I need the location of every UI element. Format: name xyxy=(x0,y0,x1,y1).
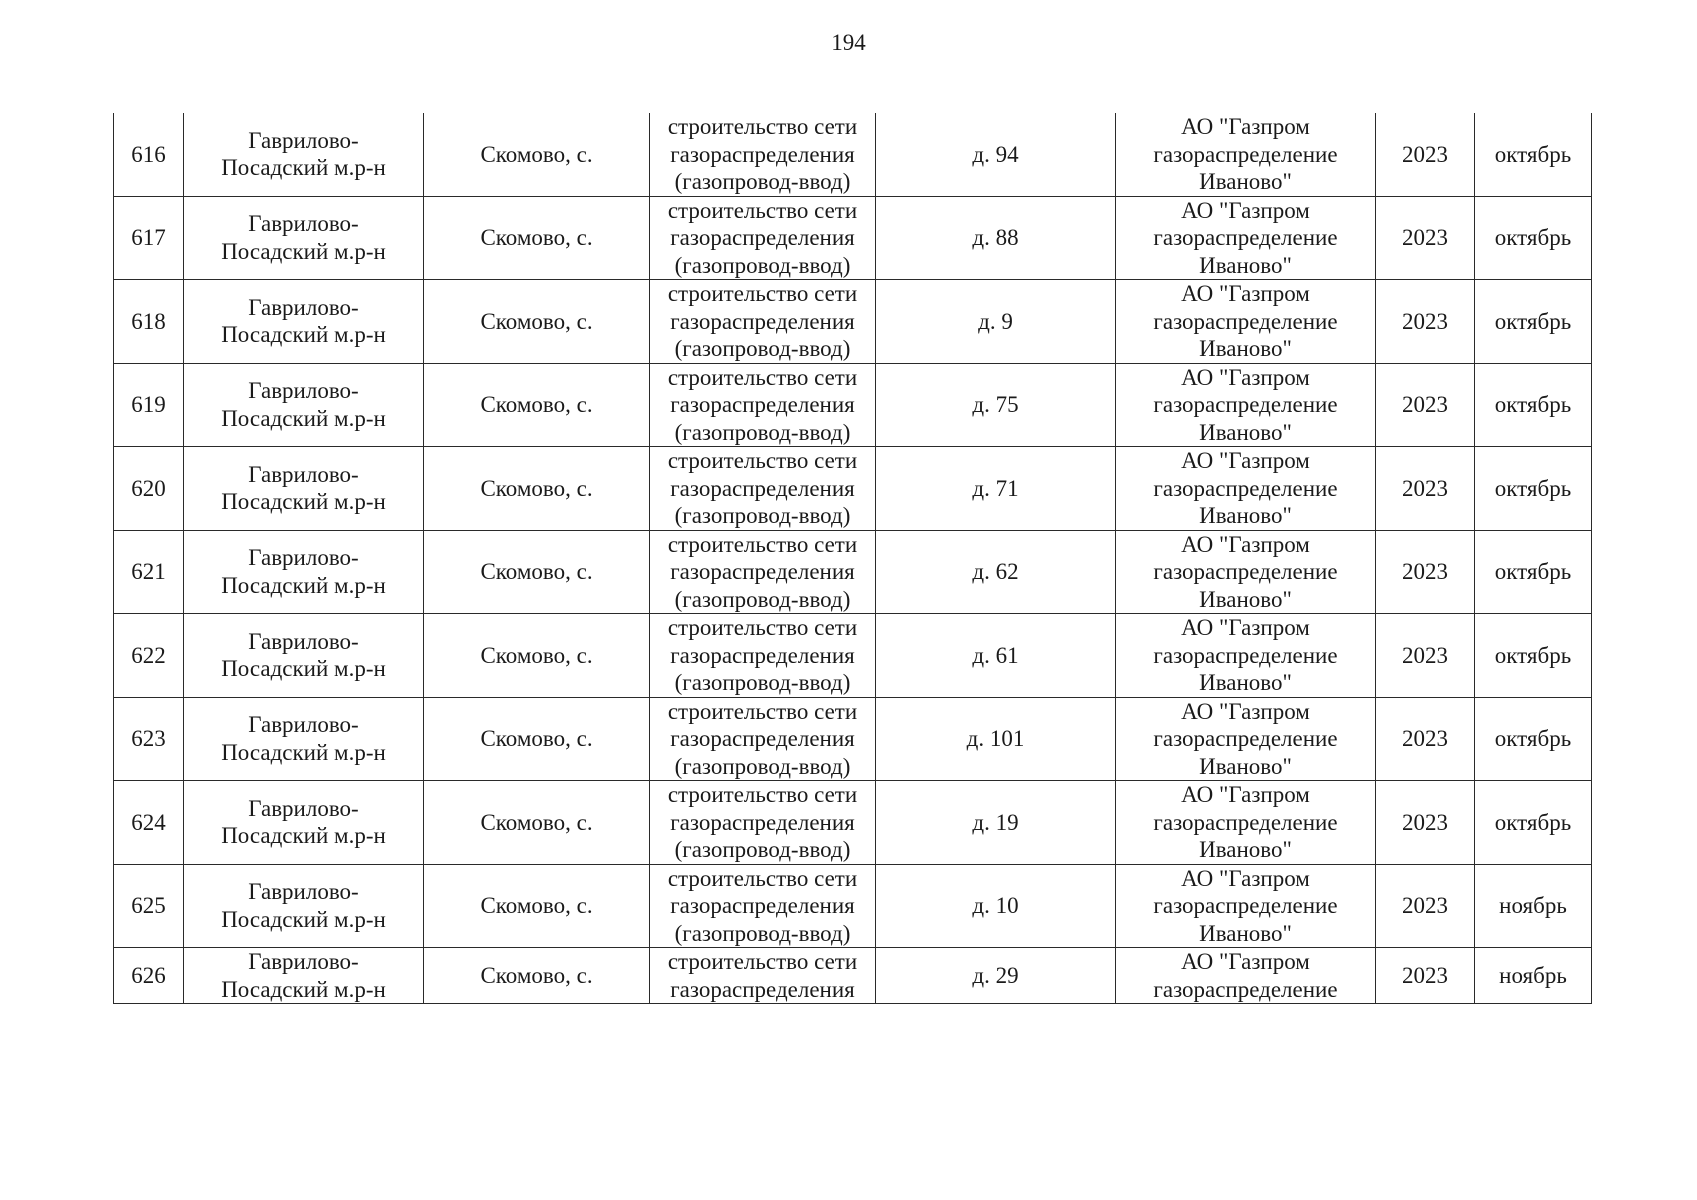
district-cell xyxy=(184,781,424,865)
construction-schedule-table xyxy=(113,113,1592,1004)
district-cell-line: Посадский м.р-н xyxy=(221,322,386,348)
row-number-cell: 625 xyxy=(114,864,184,948)
organization-cell xyxy=(1116,447,1376,531)
house-number-cell: д. 61 xyxy=(876,614,1116,698)
organization-cell-line: Иваново" xyxy=(1199,419,1292,445)
work-type-cell-line: строительство сети xyxy=(667,949,858,974)
work-type-cell-line: газораспределения xyxy=(670,893,855,918)
organization-cell xyxy=(1116,781,1376,865)
year-cell: 2023 xyxy=(1376,530,1475,614)
table-row xyxy=(114,864,1592,948)
organization-cell xyxy=(1116,530,1376,614)
work-type-cell-line: (газопровод-ввод) xyxy=(674,169,851,194)
district-cell-line: Посадский м.р-н xyxy=(221,405,386,431)
organization-cell-line: АО "Газпром xyxy=(1181,197,1310,223)
row-number-cell: 617 xyxy=(114,196,184,280)
table-row xyxy=(114,280,1592,364)
work-type-cell xyxy=(650,363,876,447)
organization-cell-line: Иваново" xyxy=(1199,670,1292,695)
house-number-cell: д. 19 xyxy=(876,781,1116,865)
organization-cell-line: газораспределение xyxy=(1153,225,1338,250)
table-row xyxy=(114,697,1592,781)
work-type-cell-line: газораспределения xyxy=(670,225,855,250)
district-cell-line: Посадский м.р-н xyxy=(221,739,386,765)
row-number-cell: 622 xyxy=(114,614,184,698)
work-type-cell-line: газораспределения xyxy=(670,392,855,417)
settlement-cell: Скомово, с. xyxy=(424,113,650,196)
work-type-cell-line: (газопровод-ввод) xyxy=(674,503,851,528)
work-type-cell xyxy=(650,864,876,948)
work-type-cell-line: строительство сети xyxy=(667,448,858,473)
work-type-cell-line: газораспределения xyxy=(670,475,855,501)
month-cell: ноябрь xyxy=(1475,864,1592,948)
year-cell: 2023 xyxy=(1376,948,1475,1004)
work-type-cell-line: (газопровод-ввод) xyxy=(674,920,851,946)
district-cell xyxy=(184,280,424,364)
settlement-cell: Скомово, с. xyxy=(424,781,650,865)
work-type-cell-line: строительство сети xyxy=(667,281,858,306)
month-cell: октябрь xyxy=(1475,363,1592,447)
page-number: 194 xyxy=(831,30,866,55)
year-cell: 2023 xyxy=(1376,196,1475,280)
table-body xyxy=(114,113,1592,1004)
row-number-cell: 620 xyxy=(114,447,184,531)
organization-cell-line: газораспределение xyxy=(1153,308,1338,334)
month-cell: октябрь xyxy=(1475,614,1592,698)
district-cell xyxy=(184,697,424,781)
organization-cell-line: АО "Газпром xyxy=(1181,114,1310,139)
work-type-cell xyxy=(650,447,876,531)
organization-cell-line: газораспределение xyxy=(1153,642,1338,668)
organization-cell-line: Иваново" xyxy=(1199,252,1292,278)
work-type-cell xyxy=(650,697,876,781)
organization-cell-line: АО "Газпром xyxy=(1181,865,1310,891)
organization-cell xyxy=(1116,113,1376,196)
work-type-cell-line: строительство сети xyxy=(667,531,858,557)
table-row xyxy=(114,363,1592,447)
work-type-cell xyxy=(650,280,876,364)
settlement-cell: Скомово, с. xyxy=(424,280,650,364)
house-number-cell: д. 71 xyxy=(876,447,1116,531)
district-cell-line: Гаврилово- xyxy=(248,294,359,320)
organization-cell xyxy=(1116,363,1376,447)
work-type-cell-line: газораспределения xyxy=(670,726,855,751)
work-type-cell-line: (газопровод-ввод) xyxy=(674,837,851,862)
work-type-cell-line: (газопровод-ввод) xyxy=(674,419,851,445)
district-cell-line: Посадский м.р-н xyxy=(221,976,386,1002)
organization-cell-line: Иваново" xyxy=(1199,169,1292,194)
year-cell: 2023 xyxy=(1376,280,1475,364)
settlement-cell: Скомово, с. xyxy=(424,530,650,614)
house-number-cell: д. 101 xyxy=(876,697,1116,781)
organization-cell-line: Иваново" xyxy=(1199,753,1292,779)
organization-cell-line: Иваново" xyxy=(1199,336,1292,361)
district-cell xyxy=(184,948,424,1004)
organization-cell-line: Иваново" xyxy=(1199,503,1292,528)
work-type-cell xyxy=(650,530,876,614)
district-cell xyxy=(184,113,424,196)
district-cell-line: Гаврилово- xyxy=(248,879,359,905)
district-cell xyxy=(184,530,424,614)
organization-cell xyxy=(1116,948,1376,1004)
month-cell: октябрь xyxy=(1475,530,1592,614)
organization-cell-line: газораспределение xyxy=(1153,809,1338,835)
district-cell-line: Посадский м.р-н xyxy=(221,238,386,264)
work-type-cell-line: (газопровод-ввод) xyxy=(674,670,851,695)
month-cell: октябрь xyxy=(1475,280,1592,364)
work-type-cell-line: газораспределения xyxy=(670,809,855,835)
district-cell-line: Посадский м.р-н xyxy=(221,823,386,849)
house-number-cell: д. 88 xyxy=(876,196,1116,280)
organization-cell-line: АО "Газпром xyxy=(1181,782,1310,807)
table-row xyxy=(114,948,1592,1004)
work-type-cell xyxy=(650,614,876,698)
row-number-cell: 616 xyxy=(114,113,184,196)
settlement-cell: Скомово, с. xyxy=(424,697,650,781)
table-row xyxy=(114,781,1592,865)
table-row xyxy=(114,113,1592,196)
month-cell: октябрь xyxy=(1475,196,1592,280)
organization-cell-line: газораспределение xyxy=(1153,475,1338,501)
month-cell: октябрь xyxy=(1475,697,1592,781)
house-number-cell: д. 29 xyxy=(876,948,1116,1004)
month-cell: октябрь xyxy=(1475,113,1592,196)
row-number-cell: 619 xyxy=(114,363,184,447)
work-type-cell-line: строительство сети xyxy=(667,197,858,223)
house-number-cell: д. 62 xyxy=(876,530,1116,614)
settlement-cell: Скомово, с. xyxy=(424,447,650,531)
district-cell-line: Посадский м.р-н xyxy=(221,572,386,598)
organization-cell xyxy=(1116,614,1376,698)
district-cell-line: Посадский м.р-н xyxy=(221,656,386,682)
work-type-cell-line: газораспределения xyxy=(670,308,855,334)
organization-cell-line: АО "Газпром xyxy=(1181,364,1310,390)
district-cell-line: Посадский м.р-н xyxy=(221,155,386,181)
organization-cell-line: АО "Газпром xyxy=(1181,531,1310,557)
year-cell: 2023 xyxy=(1376,697,1475,781)
work-type-cell xyxy=(650,781,876,865)
district-cell xyxy=(184,196,424,280)
month-cell: ноябрь xyxy=(1475,948,1592,1004)
work-type-cell-line: газораспределения xyxy=(670,642,855,668)
table-row xyxy=(114,614,1592,698)
row-number-cell: 626 xyxy=(114,948,184,1004)
year-cell: 2023 xyxy=(1376,113,1475,196)
work-type-cell-line: строительство сети xyxy=(667,114,858,139)
organization-cell-line: АО "Газпром xyxy=(1181,448,1310,473)
work-type-cell-line: газораспределения xyxy=(670,976,855,1002)
month-cell: октябрь xyxy=(1475,781,1592,865)
organization-cell-line: газораспределение xyxy=(1153,392,1338,417)
work-type-cell-line: строительство сети xyxy=(667,615,858,640)
organization-cell-line: Иваново" xyxy=(1199,920,1292,946)
district-cell-line: Гаврилово- xyxy=(248,712,359,738)
work-type-cell xyxy=(650,196,876,280)
settlement-cell: Скомово, с. xyxy=(424,363,650,447)
work-type-cell-line: (газопровод-ввод) xyxy=(674,753,851,779)
work-type-cell-line: строительство сети xyxy=(667,782,858,807)
year-cell: 2023 xyxy=(1376,363,1475,447)
work-type-cell xyxy=(650,948,876,1004)
organization-cell-line: Иваново" xyxy=(1199,586,1292,612)
district-cell-line: Посадский м.р-н xyxy=(221,489,386,515)
district-cell-line: Гаврилово- xyxy=(248,949,359,974)
district-cell-line: Гаврилово- xyxy=(248,211,359,237)
district-cell xyxy=(184,864,424,948)
work-type-cell-line: (газопровод-ввод) xyxy=(674,252,851,278)
district-cell-line: Гаврилово- xyxy=(248,628,359,654)
year-cell: 2023 xyxy=(1376,864,1475,948)
organization-cell-line: газораспределение xyxy=(1153,893,1338,918)
house-number-cell: д. 94 xyxy=(876,113,1116,196)
settlement-cell: Скомово, с. xyxy=(424,614,650,698)
organization-cell-line: АО "Газпром xyxy=(1181,281,1310,306)
table-row xyxy=(114,530,1592,614)
organization-cell-line: газораспределение xyxy=(1153,141,1338,167)
organization-cell xyxy=(1116,697,1376,781)
organization-cell xyxy=(1116,864,1376,948)
work-type-cell xyxy=(650,113,876,196)
work-type-cell-line: (газопровод-ввод) xyxy=(674,586,851,612)
organization-cell-line: АО "Газпром xyxy=(1181,698,1310,724)
year-cell: 2023 xyxy=(1376,781,1475,865)
house-number-cell: д. 75 xyxy=(876,363,1116,447)
district-cell-line: Гаврилово- xyxy=(248,461,359,487)
settlement-cell: Скомово, с. xyxy=(424,196,650,280)
settlement-cell: Скомово, с. xyxy=(424,948,650,1004)
organization-cell xyxy=(1116,280,1376,364)
district-cell xyxy=(184,363,424,447)
organization-cell-line: АО "Газпром xyxy=(1181,615,1310,640)
row-number-cell: 623 xyxy=(114,697,184,781)
year-cell: 2023 xyxy=(1376,447,1475,531)
table-row xyxy=(114,447,1592,531)
organization-cell-line: Иваново" xyxy=(1199,837,1292,862)
table-row xyxy=(114,196,1592,280)
district-cell-line: Гаврилово- xyxy=(248,545,359,571)
row-number-cell: 624 xyxy=(114,781,184,865)
organization-cell-line: АО "Газпром xyxy=(1181,949,1310,974)
row-number-cell: 621 xyxy=(114,530,184,614)
year-cell: 2023 xyxy=(1376,614,1475,698)
work-type-cell-line: строительство сети xyxy=(667,865,858,891)
work-type-cell-line: (газопровод-ввод) xyxy=(674,336,851,361)
work-type-cell-line: строительство сети xyxy=(667,364,858,390)
district-cell-line: Посадский м.р-н xyxy=(221,906,386,932)
work-type-cell-line: строительство сети xyxy=(667,698,858,724)
work-type-cell-line: газораспределения xyxy=(670,559,855,584)
month-cell: октябрь xyxy=(1475,447,1592,531)
organization-cell-line: газораспределение xyxy=(1153,726,1338,751)
organization-cell xyxy=(1116,196,1376,280)
district-cell xyxy=(184,447,424,531)
house-number-cell: д. 10 xyxy=(876,864,1116,948)
district-cell xyxy=(184,614,424,698)
organization-cell-line: газораспределение xyxy=(1153,976,1338,1002)
district-cell-line: Гаврилово- xyxy=(248,378,359,404)
settlement-cell: Скомово, с. xyxy=(424,864,650,948)
row-number-cell: 618 xyxy=(114,280,184,364)
organization-cell-line: газораспределение xyxy=(1153,559,1338,584)
district-cell-line: Гаврилово- xyxy=(248,127,359,153)
district-cell-line: Гаврилово- xyxy=(248,795,359,821)
house-number-cell: д. 9 xyxy=(876,280,1116,364)
work-type-cell-line: газораспределения xyxy=(670,141,855,167)
